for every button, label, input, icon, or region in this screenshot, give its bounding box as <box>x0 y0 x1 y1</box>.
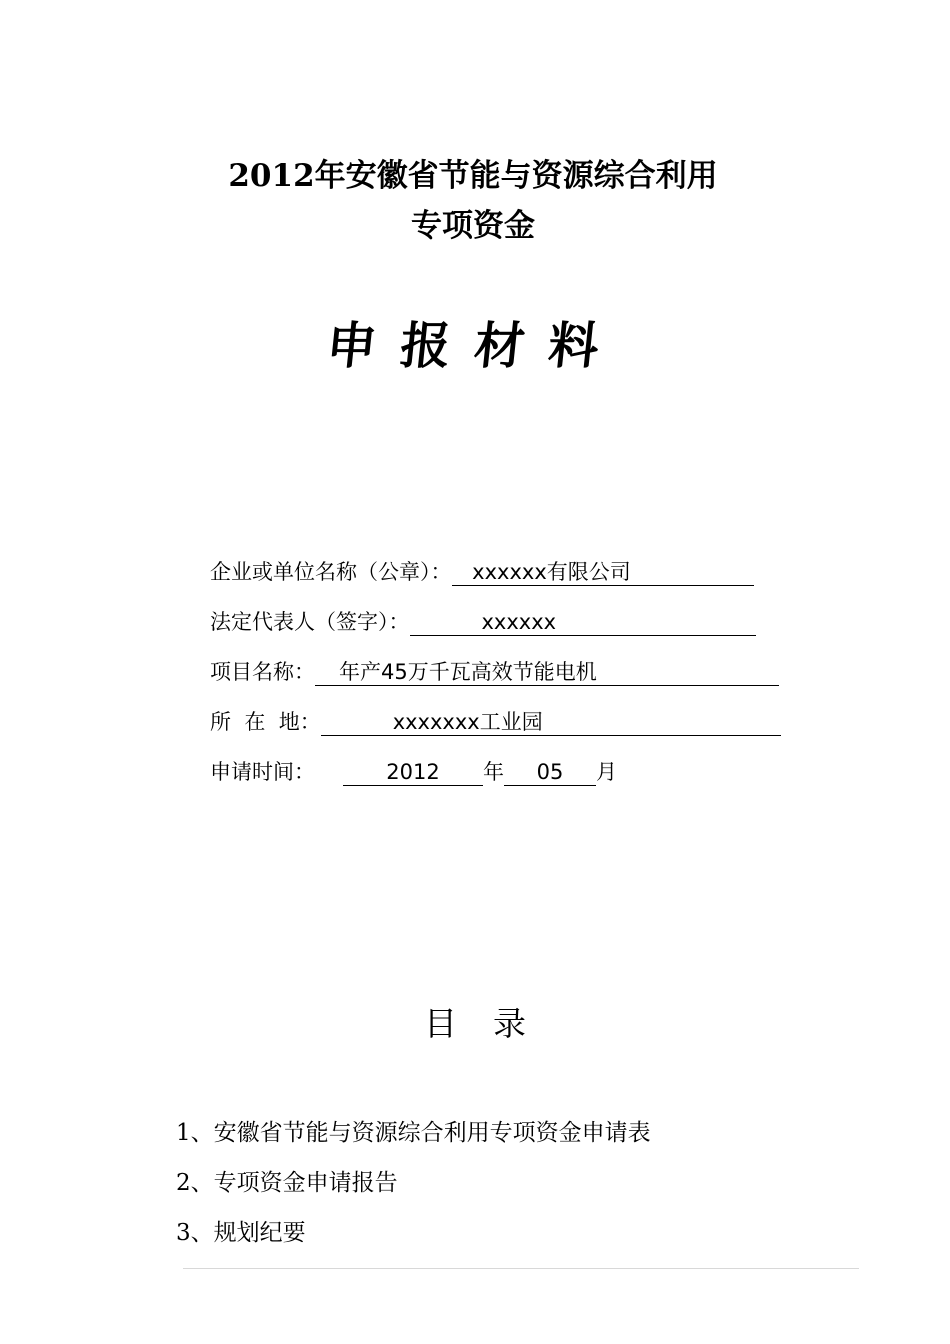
toc-title: 目录 <box>424 1004 562 1043</box>
month-unit: 月 <box>596 760 617 784</box>
project-name-value: 年产45万千瓦高效节能电机 <box>315 659 779 686</box>
toc-item: 3、规划纪要 <box>176 1220 306 1246</box>
location-field <box>210 706 781 736</box>
main-title: 申报材料 <box>323 316 626 375</box>
legal-rep-field <box>210 606 756 636</box>
document-title-line-1: 2012年安徽省节能与资源综合利用 <box>228 158 718 194</box>
footer-divider <box>183 1268 859 1269</box>
legal-rep-label: 法定代表人（签字）： <box>210 610 410 634</box>
application-month-value: 05 <box>504 759 596 786</box>
document-title-line-2: 专项资金 <box>411 208 535 244</box>
company-field <box>210 556 754 586</box>
location-label: 所 在 地： <box>210 710 321 734</box>
year-unit: 年 <box>483 760 504 784</box>
application-date-label: 申请时间： <box>210 760 315 784</box>
toc-item: 1、安徽省节能与资源综合利用专项资金申请表 <box>176 1120 651 1146</box>
toc-item: 2、专项资金申请报告 <box>176 1170 398 1196</box>
company-value: xxxxxx有限公司 <box>452 559 754 586</box>
project-name-label: 项目名称： <box>210 660 315 684</box>
location-value: xxxxxxx工业园 <box>321 709 781 736</box>
application-date-field <box>210 756 617 786</box>
application-year-value: 2012 <box>343 759 483 786</box>
project-name-field <box>210 656 779 686</box>
legal-rep-value: xxxxxx <box>410 609 756 636</box>
company-label: 企业或单位名称（公章）： <box>210 560 452 584</box>
